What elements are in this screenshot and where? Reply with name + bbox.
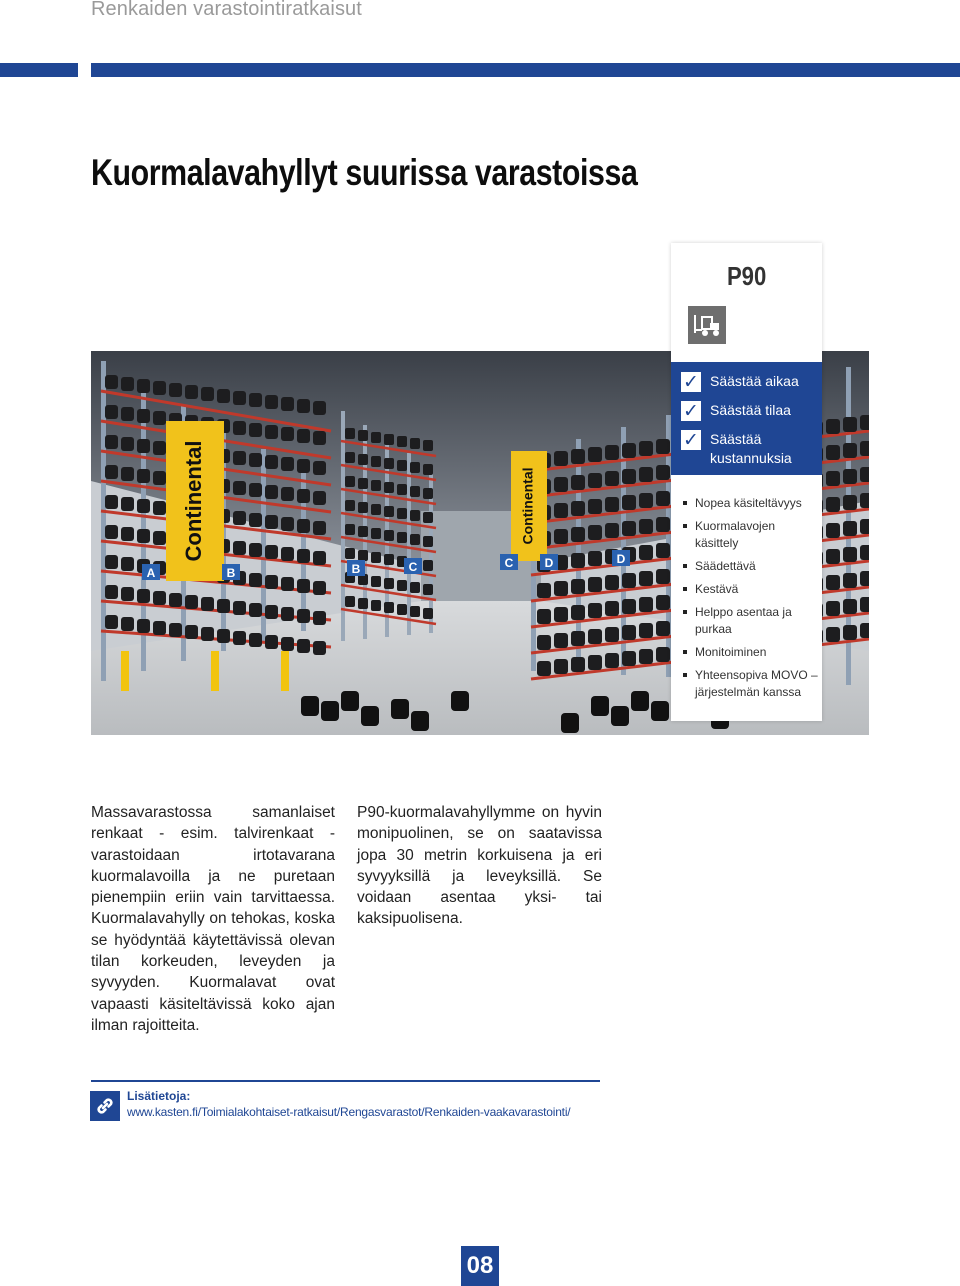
benefit-item: ✓ Säästää kustannuksia: [681, 430, 822, 468]
link-chain-icon[interactable]: [90, 1091, 120, 1121]
feature-item: Kestävä: [683, 581, 819, 598]
aisle-label: B: [226, 566, 236, 580]
body-text-left: Massavarastossa samanlaiset renkaat - esim. talvirenkaat - varastoidaan irtotavarana kuormalavoilla ja ne puretaan pienempiin eriin vain tarvittaessa. Kuormalavahylly on tehokas, koska se hyödyntää käytettävissä olevan tilan korkeuden, leveyden ja syvyyden. Kuormalavat ovat vapaasti käsiteltävissä koko ajan ilman rajoitteita.: [91, 804, 335, 1034]
aisle-label: C: [408, 560, 418, 574]
aisle-label: C: [504, 556, 514, 570]
feature-item: Yhteensopiva MOVO –järjestelmän kanssa: [683, 667, 819, 701]
more-info-label: Lisätietoja:: [127, 1089, 191, 1103]
header-rule-right: [91, 63, 960, 77]
banner-text: Continental: [180, 440, 206, 562]
feature-item: Kuormalavojen käsittely: [683, 518, 819, 552]
benefit-item: ✓ Säästää aikaa: [681, 372, 822, 392]
feature-item: Nopea käsiteltävyys: [683, 495, 819, 512]
aisle-label: B: [351, 562, 361, 576]
benefit-item: ✓ Säästää tilaa: [681, 401, 822, 421]
checkmark-icon: ✓: [681, 430, 701, 450]
benefits-panel: [671, 362, 822, 475]
banner-text: Continental: [519, 467, 536, 545]
page-headline: Kuormalavahyllyt suurissa varastoissa: [91, 152, 638, 193]
aisle-label: A: [146, 566, 156, 580]
header-rule-left: [0, 63, 78, 77]
forklift-icon: [688, 306, 726, 344]
aisle-label: D: [616, 552, 626, 566]
body-text-right: P90-kuormalavahyllymme on hyvin monipuolinen, se on saatavissa jopa 30 metrin korkuisena ja eri syvyyksillä ja leveyksillä. Se voidaan asentaa yksi- tai kaksipuolisena.: [357, 804, 602, 928]
product-title: P90: [726, 261, 766, 291]
checkmark-icon: ✓: [681, 401, 701, 421]
feature-list: [683, 495, 819, 707]
section-header: Renkaiden varastointiratkaisut: [91, 0, 362, 20]
link-rule: [91, 1080, 600, 1082]
page-number: 08: [461, 1246, 499, 1286]
feature-item: Helppo asentaa ja purkaa: [683, 604, 819, 638]
more-info-link[interactable]: www.kasten.fi/Toimialakohtaiset-ratkaisut/Rengasvarastot/Renkaiden-vaakavarastointi/: [127, 1105, 571, 1119]
feature-item: Monitoiminen: [683, 644, 819, 661]
aisle-label: D: [544, 556, 554, 570]
feature-item: Säädettävä: [683, 558, 819, 575]
product-card: [671, 243, 822, 721]
checkmark-icon: ✓: [681, 372, 701, 392]
